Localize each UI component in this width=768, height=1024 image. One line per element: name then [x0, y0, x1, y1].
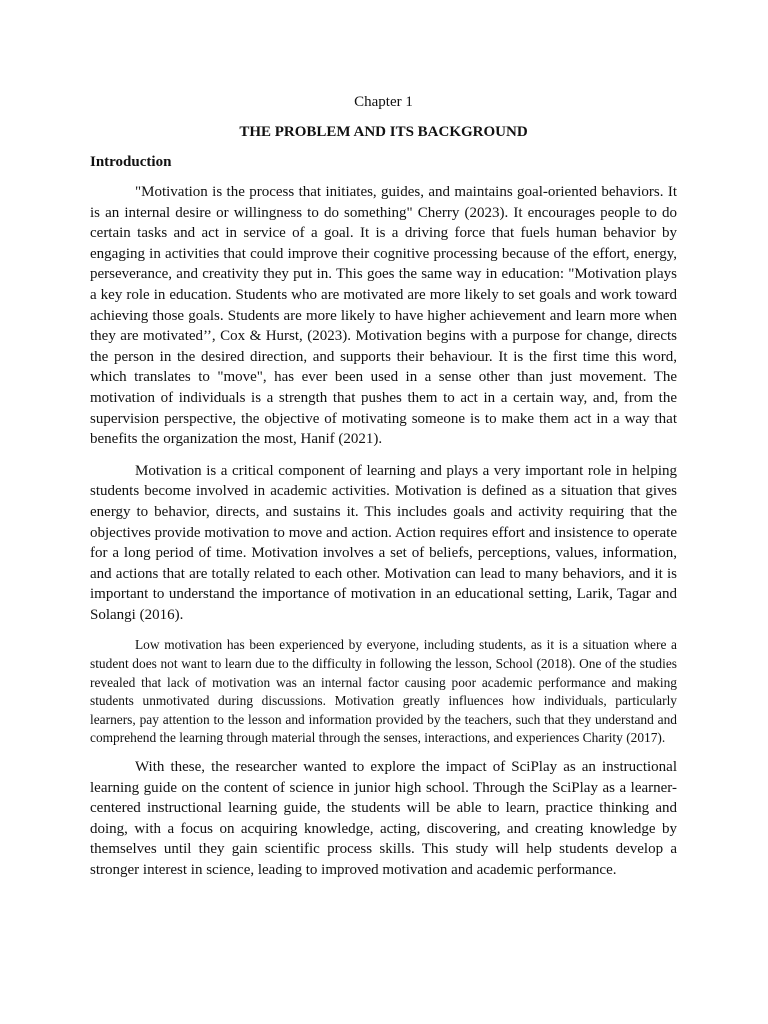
paragraph-3: Low motivation has been experienced by everyone, including students, as it is a situation where a student does not want to learn due to the difficulty in following the lesson, School (2018). One of the studies revealed that lack of motivation was an internal factor causing poor academic performance and making students unmotivated during discussions. Motivation greatly influences how individuals, particularly learners, pay attention to the lesson and information provided by the teachers, such that they understand and comprehend the learning through material through the senses, interactions, and experiences Charity (2017). [90, 637, 677, 746]
chapter-title: THE PROBLEM AND ITS BACKGROUND [239, 124, 528, 140]
paragraph-2: Motivation is a critical component of learning and plays a very important role in helping students become involved in academic activities. Motivation is defined as a situation that gives energy to behavior, directs, and sustains it. This includes goals and activity requiring that the objectives provide motivation to move and action. Action requires effort and insistence to operate for a long period of time. Motivation involves a set of beliefs, perceptions, values, information, and actions that are totally related to each other. Motivation can lead to many behaviors, and it is important to understand the importance of motivation in an educational setting, Larik, Tagar and Solangi (2016). [90, 462, 677, 623]
document-page [90, 92, 677, 892]
chapter-label: Chapter 1 [354, 94, 413, 110]
paragraph-1: "Motivation is the process that initiates, guides, and maintains goal-oriented behaviors. It is an internal desire or willingness to do something" Cherry (2023). It encourages people to do certain tasks and act in service of a goal. It is a driving force that fuels human behavior by engaging in activities that could improve their cognitive processing because of the effort, energy, perseverance, and creativity they put in. This goes the same way in education: "Motivation plays a key role in education. Students who are motivated are more likely to set goals and work toward achieving those goals. Students are more likely to have higher achievement and learn more when they are motivated’’, Cox & Hurst, (2023). Motivation begins with a purpose for change, directs the person in the desired direction, and supports their behaviour. It is the first time this word, which translates to "move", has ever been used in a sense other than just movement. The motivation of individuals is a strength that pushes them to act in a certain way, and, from the supervision perspective, the objective of motivating someone is to make them act in a way that benefits the organization the most, Hanif (2021). [90, 184, 677, 448]
paragraph-4: With these, the researcher wanted to explore the impact of SciPlay as an instructional learning guide on the content of science in junior high school. Through the SciPlay as a learner-centered instructional learning guide, the students will be able to learn, practice thinking and doing, with a focus on acquiring knowledge, acting, discovering, and creating knowledge by themselves until they gain scientific process skills. This study will help students develop a stronger interest in science, leading to improved motivation and academic performance. [90, 759, 677, 878]
section-heading: Introduction [90, 154, 172, 170]
